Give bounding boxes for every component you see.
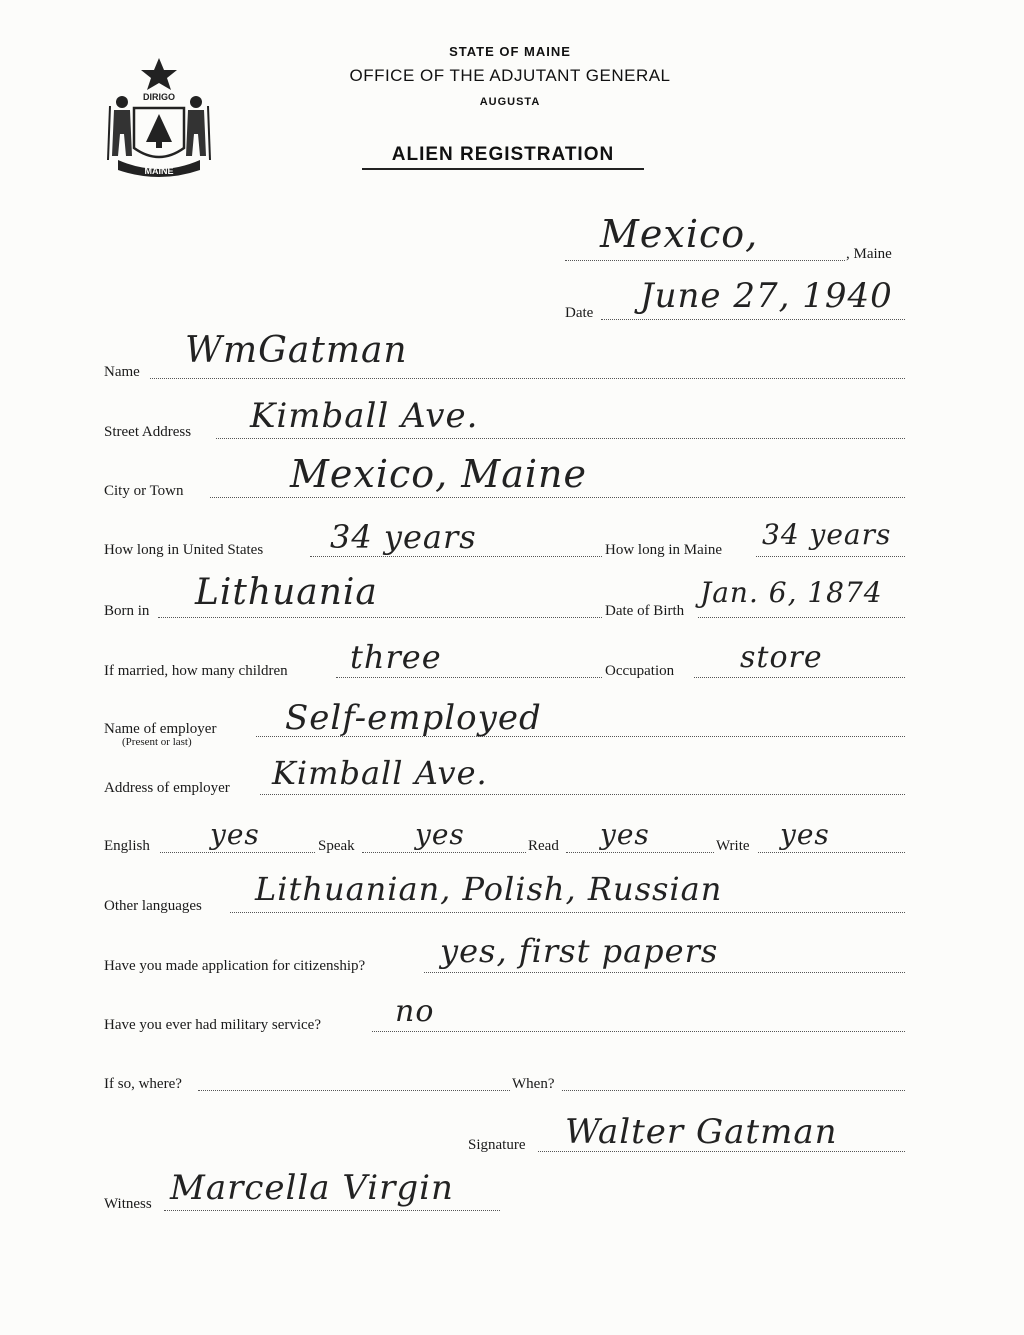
town-label: , Maine [846, 246, 892, 262]
us-years-line [310, 556, 602, 557]
employer-label [104, 721, 216, 748]
employer-address-line [260, 794, 905, 795]
signature-value: Walter Gatman [565, 1112, 838, 1152]
date-line [601, 319, 905, 320]
citizenship-label: Have you made application for citizenship? [104, 958, 366, 974]
employer-address-label: Address of employer [104, 780, 230, 796]
employer-sublabel: (Present or last) [122, 736, 192, 748]
write-value: yes [780, 818, 830, 851]
children-label: If married, how many children [104, 663, 288, 679]
speak-line [362, 852, 526, 853]
svg-text:MAINE: MAINE [144, 166, 174, 176]
witness-label: Witness [104, 1196, 152, 1212]
name-value: WmGatman [185, 330, 408, 371]
city-label: City or Town [104, 483, 184, 499]
occupation-line [694, 677, 905, 678]
us-years-value: 34 years [330, 518, 477, 556]
witness-line [164, 1210, 500, 1211]
dob-label: Date of Birth [605, 603, 685, 619]
svg-text:DIRIGO: DIRIGO [142, 92, 176, 102]
name-label: Name [104, 364, 140, 380]
maine-years-line [756, 556, 905, 557]
maine-years-label: How long in Maine [605, 542, 723, 558]
where-label: If so, where? [104, 1076, 182, 1092]
dob-line [698, 617, 905, 618]
citizenship-value: yes, first papers [440, 932, 719, 970]
employer-value: Self-employed [285, 698, 542, 738]
english-value: yes [210, 818, 260, 851]
date-value: June 27, 1940 [640, 276, 893, 316]
other-languages-line [230, 912, 905, 913]
city-line [210, 497, 905, 498]
street-value: Kimball Ave. [250, 396, 479, 436]
date-label: Date [565, 305, 594, 321]
other-languages-label: Other languages [104, 898, 202, 914]
maine-state-seal-icon [104, 56, 214, 184]
signature-label: Signature [468, 1137, 526, 1153]
town-line [565, 260, 845, 261]
citizenship-line [424, 972, 905, 973]
employer-address-value: Kimball Ave. [272, 754, 488, 792]
when-label: When? [512, 1076, 555, 1092]
children-line [336, 677, 602, 678]
english-label: English [104, 838, 150, 854]
employer-label-text: Name of employer [104, 721, 217, 737]
born-label: Born in [104, 603, 150, 619]
name-line [150, 378, 905, 379]
speak-value: yes [415, 818, 465, 851]
military-value: no [395, 994, 435, 1029]
children-value: three [350, 638, 442, 676]
street-label: Street Address [104, 424, 192, 440]
maine-years-value: 34 years [762, 518, 892, 551]
write-line [758, 852, 905, 853]
form-title: ALIEN REGISTRATION [362, 144, 644, 170]
us-years-label: How long in United States [104, 542, 264, 558]
dob-value: Jan. 6, 1874 [700, 576, 883, 609]
state-heading: STATE OF MAINE [449, 44, 571, 59]
born-line [158, 617, 602, 618]
city-value: Mexico, Maine [290, 452, 587, 496]
city-heading: AUGUSTA [479, 96, 541, 108]
office-heading: OFFICE OF THE ADJUTANT GENERAL [349, 66, 671, 85]
occupation-value: store [740, 640, 823, 675]
english-line [160, 852, 315, 853]
witness-value: Marcella Virgin [170, 1168, 454, 1208]
read-line [566, 852, 714, 853]
born-value: Lithuania [195, 572, 378, 613]
military-label: Have you ever had military service? [104, 1017, 321, 1033]
other-languages-value: Lithuanian, Polish, Russian [255, 870, 723, 908]
when-line [562, 1090, 905, 1091]
town-value: Mexico, [600, 212, 759, 256]
where-line [198, 1090, 510, 1091]
read-value: yes [600, 818, 650, 851]
write-label: Write [716, 838, 750, 854]
speak-label: Speak [318, 838, 355, 854]
occupation-label: Occupation [605, 663, 675, 679]
military-line [372, 1031, 905, 1032]
street-line [216, 438, 905, 439]
read-label: Read [528, 838, 559, 854]
